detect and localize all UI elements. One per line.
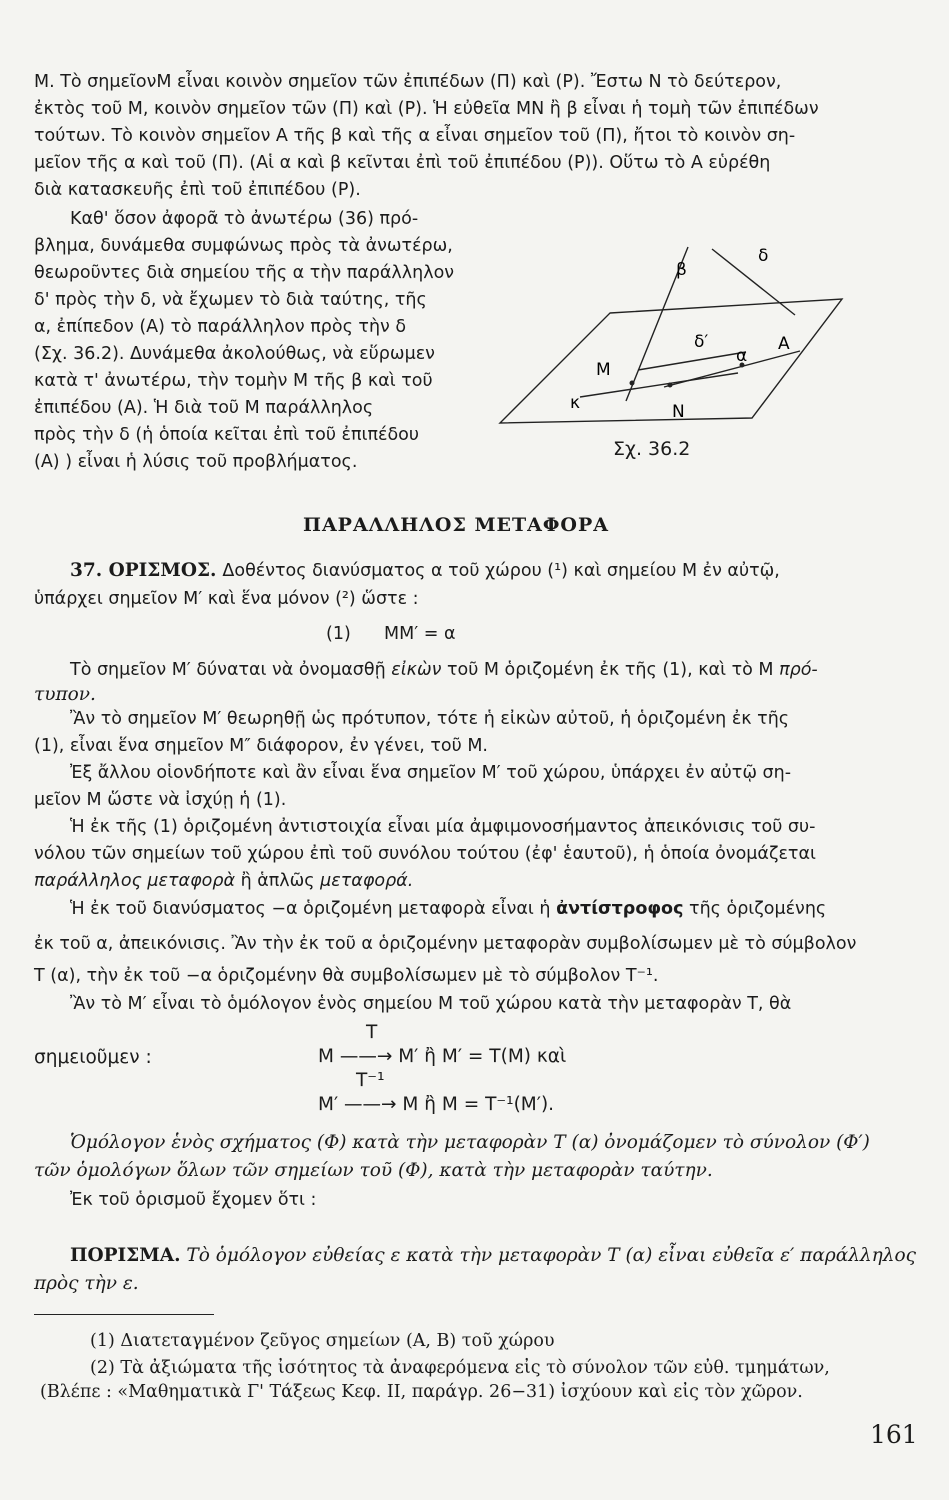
equation-label: (1) (326, 624, 351, 644)
label-alpha: α (736, 346, 748, 366)
footnote-2: (2) Τὰ ἀξιώματα τῆς ἰσότητος τὰ ἀναφερόμενα εἰς τὸ σύνολον τῶν εὐθ. τμημάτων, (90, 1358, 830, 1378)
p1-a: Τὸ σημεῖον Μ′ δύναται νὰ ὀνομασθῇ (70, 660, 386, 680)
p1-b: τοῦ Μ ὁριζομένη ἐκ τῆς (1), καὶ τὸ Μ (446, 660, 774, 680)
figure-36-2 (480, 225, 900, 465)
side-line-8: ἐπιπέδου (Α). Ἡ διὰ τοῦ Μ παράλληλος (34, 398, 374, 418)
map1: Μ ——→ Μ′ ἢ Μ′ = Τ(Μ) καὶ (318, 1046, 567, 1067)
definition-line-1 (70, 559, 780, 583)
definition-line-2: ὑπάρχει σημεῖον Μ′ καὶ ἕνα μόνον (²) ὥστε : (34, 589, 419, 609)
p5-a: Ἡ ἐκ τοῦ διανύσματος −α ὁριζομένη μεταφορὰ εἶναι ἡ (70, 899, 551, 919)
line-delta-prime (638, 352, 746, 370)
side-line-7: κατὰ τ' ἀνωτέρω, τὴν τομὴν Μ τῆς β καὶ τοῦ (34, 371, 433, 391)
label-N: Ν (672, 402, 685, 422)
equation: ΜΜ′ = α (384, 624, 456, 644)
porisma-text-1: Τὸ ὁμόλογον εὐθείας ε κατὰ τὴν μεταφορὰν Τ (α) εἶναι εὐθεῖα ε′ παράλληλος (186, 1245, 916, 1266)
top-line-5: διὰ κατασκευῆς ἐπὶ τοῦ ἐπιπέδου (Ρ). (34, 180, 361, 200)
p6-label: σημειοῦμεν : (34, 1047, 152, 1068)
side-line-3: θεωροῦντες διὰ σημείου τῆς α τὴν παράλληλον (34, 263, 455, 283)
point-M (630, 381, 635, 386)
porisma-label: ΠΟΡΙΣΜΑ. (70, 1245, 181, 1266)
p4-mid: ἢ ἁπλῶς (240, 871, 315, 891)
top-line-4: μεῖον τῆς α καὶ τοῦ (Π). (Αἱ α καὶ β κεῖνται ἐπὶ τοῦ ἐπιπέδου (Ρ)). Οὕτω τὸ Α εὑρέθη (34, 153, 771, 173)
porisma-text-2: πρὸς τὴν ε. (34, 1273, 139, 1294)
p4-italic-2: μεταφορά. (320, 871, 414, 891)
label-delta-prime: δ′ (694, 332, 709, 352)
from-definition: Ἐκ τοῦ ὁρισμοῦ ἔχομεν ὅτι : (70, 1190, 317, 1210)
porisma-line-1 (70, 1244, 916, 1268)
p5-line-2: ἐκ τοῦ α, ἀπεικόνισις. Ἂν τὴν ἐκ τοῦ α ὁριζομένην μεταφορὰν συμβολίσωμεν μὲ τὸ σύμβολον (34, 934, 857, 954)
line-delta (712, 249, 795, 315)
p1-proto-1: πρό- (779, 660, 818, 680)
map2-T: Τ⁻¹ (356, 1070, 385, 1091)
homolog-line-2: τῶν ὁμολόγων ὅλων τῶν σημείων τοῦ (Φ), κατὰ τὴν μεταφορὰν ταύτην. (34, 1160, 713, 1181)
map2: Μ′ ——→ Μ ἢ Μ = Τ⁻¹(Μ′). (318, 1094, 555, 1115)
label-A: Α (778, 334, 790, 354)
definition-line-1-text: Δοθέντος διανύσματος α τοῦ χώρου (¹) καὶ σημείου Μ ἐν αὐτῷ, (222, 561, 780, 581)
p3-line-1: Ἐξ ἄλλου οἱονδήποτε καὶ ἂν εἶναι ἕνα σημεῖον Μ′ τοῦ χώρου, ὑπάρχει ἐν αὐτῷ ση- (70, 763, 792, 783)
side-line-4: δ' πρὸς τὴν δ, νὰ ἔχωμεν τὸ διὰ ταύτης, τῆς (34, 290, 427, 310)
side-line-1: Καθ' ὅσον ἀφορᾶ τὸ ἀνωτέρω (36) πρό- (70, 209, 419, 229)
p4-line-3 (34, 869, 413, 893)
section-title: ΠΑΡΑΛΛΗΛΟΣ ΜΕΤΑΦΟΡΑ (303, 514, 610, 536)
footnote-1: (1) Διατεταγμένον ζεῦγος σημείων (Α, Β) τοῦ χώρου (90, 1331, 555, 1351)
p1-image: εἰκὼν (391, 660, 442, 680)
label-delta: δ (758, 246, 769, 266)
label-beta: β (676, 260, 687, 280)
p6-line: Ἂν τὸ Μ′ εἶναι τὸ ὁμόλογον ἑνὸς σημείου Μ τοῦ χώρου κατὰ τὴν μεταφορὰν Τ, θὰ (70, 994, 792, 1014)
side-line-5: α, ἐπίπεδον (Α) τὸ παράλληλον πρὸς τὴν δ (34, 317, 407, 337)
definition-number: 37. ΟΡΙΣΜΟΣ. (70, 560, 217, 581)
side-line-6: (Σχ. 36.2). Δυνάμεθα ἀκολούθως, νὰ εὕρωμεν (34, 344, 435, 364)
footnote-3: (Βλέπε : «Μαθηματικὰ Γ' Τάξεως Κεφ. ΙΙ, παράγρ. 26−31) ἰσχύουν καὶ εἰς τὸν χῶρον. (40, 1382, 803, 1402)
figure-caption: Σχ. 36.2 (613, 438, 691, 460)
p5-bold: ἀντίστροφος (556, 899, 684, 919)
p3-line-2: μεῖον Μ ὥστε νὰ ἰσχύῃ ἡ (1). (34, 790, 287, 810)
p5-b: τῆς ὁριζομένης (689, 899, 827, 919)
footnote-divider (34, 1314, 214, 1315)
p1-line-1 (70, 658, 818, 682)
top-line-3: τούτων. Τὸ κοινὸν σημεῖον Α τῆς β καὶ τῆς α εἶναι σημεῖον τοῦ (Π), ἤτοι τὸ κοινὸν ση- (34, 126, 796, 146)
p4-line-1: Ἡ ἐκ τῆς (1) ὁριζομένη ἀντιστοιχία εἶναι μία ἀμφιμονοσήμαντος ἀπεικόνισις τοῦ συ- (70, 817, 816, 837)
top-line-1: Μ. Τὸ σημεῖονΜ εἶναι κοινὸν σημεῖον τῶν ἐπιπέδων (Π) καὶ (Ρ). Ἔστω Ν τὸ δεύτερον, (34, 72, 782, 92)
page-number: 161 (870, 1420, 918, 1449)
side-line-10: (Α) ) εἶναι ἡ λύσις τοῦ προβλήματος. (34, 452, 358, 472)
p4-line-2: νόλου τῶν σημείων τοῦ χώρου ἐπὶ τοῦ συνόλου τούτου (ἐφ' ἑαυτοῦ), ἡ ὁποία ὀνομάζεται (34, 844, 816, 864)
p4-italic: παράλληλος μεταφορὰ (34, 871, 235, 891)
label-kappa: κ (570, 393, 581, 413)
homolog-line-1: Ὁμόλογον ἑνὸς σχήματος (Φ) κατὰ τὴν μεταφορὰν Τ (α) ὀνομάζομεν τὸ σύνολον (Φ′) (70, 1132, 870, 1153)
top-line-2: ἐκτὸς τοῦ Μ, κοινὸν σημεῖον τῶν (Π) καὶ (Ρ). Ἡ εὐθεῖα ΜΝ ἢ β εἶναι ἡ τομὴ τῶν ἐπιπέδων (34, 99, 819, 119)
p5-line-3: Τ (α), τὴν ἐκ τοῦ −α ὁριζομένην θὰ συμβολίσωμεν μὲ τὸ σύμβολον Τ⁻¹. (34, 966, 659, 986)
plane-outline (500, 299, 842, 423)
p5-line-1 (70, 897, 826, 921)
p2-line-2: (1), εἶναι ἕνα σημεῖον Μ″ διάφορον, ἐν γένει, τοῦ Μ. (34, 736, 488, 756)
side-line-2: βλημα, δυνάμεθα συμφώνως πρὸς τὰ ἀνωτέρω, (34, 236, 453, 256)
map1-T: Τ (366, 1022, 378, 1043)
label-M: Μ (596, 360, 611, 380)
p2-line-1: Ἂν τὸ σημεῖον Μ′ θεωρηθῇ ὡς πρότυπον, τότε ἡ εἰκὼν αὐτοῦ, ἡ ὁριζομένη ἐκ τῆς (70, 709, 790, 729)
side-line-9: πρὸς τὴν δ (ἡ ὁποία κεῖται ἐπὶ τοῦ ἐπιπέδου (34, 425, 419, 445)
p1-proto-2: τυπον. (34, 684, 96, 705)
point-N (668, 383, 673, 388)
